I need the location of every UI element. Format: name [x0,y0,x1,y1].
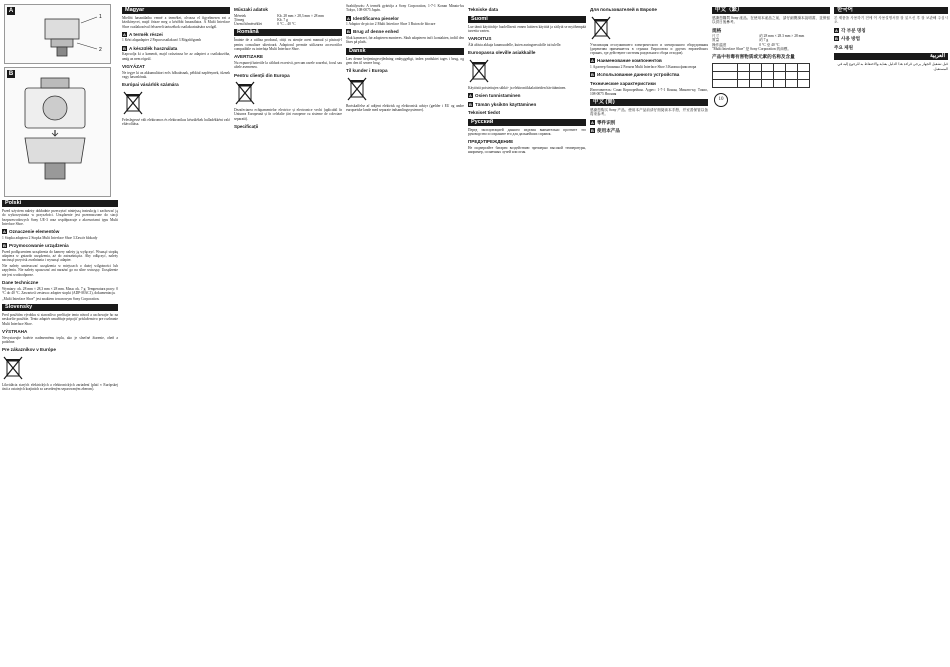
trademark-note: "Multi Interface Shoe" 是 Sony Corporation 的商標。 [712,47,791,52]
magyar-section-a-body: 1 Kézi alapadapter 2 Papucscsatlakozó 3 Rögzítőgomb [122,38,202,43]
spec-row: Méretek Kb. 28 mm × 28,3 mm × 28 mm [234,13,324,18]
section-a-marker: A [347,15,350,21]
spec-row: 操作溫度 0 °C 至 40 °C [712,42,780,47]
romana-spec-title: Specificații [234,124,259,130]
section-a-marker: A [835,27,838,33]
environmental-period-mark: 10 [714,93,728,107]
romana-warning-title: AVERTIZARE [234,54,264,60]
romana-eu-title: Pentru clienții din Europa [234,72,290,78]
hazardous-table-title: 产品中有毒有害物质或元素的名称及含量 [712,54,795,60]
dansk-section-b-body: Sluk kameraet, før adapteren monteres. Skub adapteren ind i kontakten, indtil den låses på plads. [346,36,464,45]
chinese-spec-title: 規格 [712,27,722,33]
lang-header-arabic: العربية [834,53,948,60]
section-b-marker: B [835,36,838,42]
hazardous-substance-table [712,63,810,88]
lang-header-magyar: Magyar [122,7,230,14]
romana-eu-body: Dezafectarea echipamentelor electrice și electronice vechi (aplicabil în Uniunea Europeană și în celelalte țări europene cu sisteme de colectare separată). [234,108,342,121]
lang-header-romana: Română [234,29,342,36]
russkiy-warning-body: Не подвергайте батареи воздействию чрезмерно высокой температуры, например, солнечных лучей или огня. [468,145,586,155]
arabic-body: قبل تشغيل الجهاز يرجى قراءة هذا الدليل بعناية والاحتفاظ به للرجوع إليه في المستقبل. [837,62,948,71]
crossed-bin-icon [122,90,144,116]
polski-section-a-body: 1 Stopka adaptera 2 Stopka Multi Interface Shoe 3 Zawór blokady [2,235,98,240]
russkiy-body: Перед эксплуатацией данного изделия внимательно прочтите это руководство и сохраните его для дальнейших справок. [468,127,586,137]
polski-notes: Nie należy umieszczać urządzenia w miejscach o dużej wilgotności lub zapyleniu. Nie należy upuszczać ani narażać go na silne wstrząsy. Urządzenie nie jest wodoodporne. [2,264,118,277]
magyar-eu-body: Feleslegessé vált elektromos és elektronikus készülékek hulladékként való eltávolítása. [122,117,230,127]
crossed-bin-icon [590,15,612,41]
lang-header-suomi: Suomi [468,16,586,23]
magyar-specs-title: Műszaki adatok [234,7,268,12]
column-2 [122,4,230,663]
suomi-warning-body: Älä altista akkuja kuumuudelle, kuten auringonvalolle tai tulelle. [468,42,562,47]
figure-b [4,67,111,197]
section-a-marker: A [591,119,594,125]
column-4 [346,4,464,663]
slovensky-warning-body: Nevystavujte batérie nadmernému teplu, ako je slnečné žiarenie, oheň a podobne. [2,335,118,344]
korean-spec-title: 주요 제원 [834,44,854,50]
dansk-section-b: B Brug af denne enhed [347,29,399,35]
lang-header-russkiy: Русский [468,119,586,126]
lang-header-dansk: Dansk [346,48,464,55]
suomi-section-b: B Tämän yksikön käyttäminen [469,101,537,107]
column-6 [590,4,708,663]
column-5 [468,4,586,663]
suomi-eu-body: Käytöstä poistettujen sähkö- ja elektroniikkalaitteiden hävittäminen. [468,85,567,90]
russkiy-section-b: B Использование данного устройства [591,72,680,78]
magyar-body: Mielőtt használatba venné a terméket, olvassa el figyelmesen ezt a kézikönyvet, majd őrizze meg a későbbi használatra. A Multi Interface Shoe csatlakozóval felszerelt tartozékok csatlakoztatására szolgál. [122,16,230,29]
lang-header-chinese-traditional: 中文（繁） [712,7,830,14]
column-3 [234,4,342,663]
lang-header-polski: Polski [2,200,118,207]
suomi-eu-title: Euroopassa oleville asiakkaille [468,50,536,56]
korean-body: 본 제품을 사용하기 전에 이 사용설명서를 잘 읽으신 후 잘 보관해 주십시오. [834,16,948,25]
section-a-marker: A [591,58,594,64]
polski-section-b-body: Przed podłączeniem urządzenia do kamery należy ją wyłączyć. Wsunąć stopkę adaptera w gniazdo urządzenia, aż do zatrzaśnięcia. Aby odłączyć, należy nacisnąć przycisk zwalniania i wysunąć adapter. [2,249,118,263]
romana-section-a-body: 1 Adaptor de picior 2 Multi Interface Shoe 3 Buton de blocare [346,22,436,27]
magyar-eu-title: Európai vásárlók számára [122,82,179,88]
dansk-body: Læs denne betjeningsvejledning omhyggeligt, inden produktet tages i brug, og gem den til senere brug. [346,56,464,65]
suomi-body: Lue tämä käyttöohje huolellisesti ennen laitteen käyttöä ja säilytä se myöhempää tarvetta varten. [468,24,586,33]
korean-section-b: B 사용 방법 [835,36,861,42]
russkiy-eu-title: Для пользователей в Европе [590,7,657,12]
polski-spec-title: Dane techniczne [2,280,39,286]
adapter-illustration-icon [5,5,110,63]
magyar-section-b: B A készülék használata [123,45,178,51]
polski-body: Przed użyciem należy dokładnie przeczytać niniejszą instrukcję i zachować ją do wykorzystania w przyszłości. Urządzenie jest przeznaczone do stacji bezprzewodowych Sony UE-3 oraz współpracuje z akcesoriami typu Multi Interface Shoe. [2,209,118,226]
slovensky-eu-title: Pre zákazníkov v Európe [2,347,56,353]
column-7 [712,4,830,663]
suomi-spec-title: Tekniset tiedot [468,110,501,116]
section-b-marker: B [469,101,472,107]
crossed-bin-icon [346,76,368,102]
magyar-warning-body: Ne tegye ki az akkumulátort erős hőhatásnak, például napfénynek, tűznek vagy hasonlónak. [122,70,230,79]
korean-section-a: A 각 부분 명칭 [835,27,866,33]
crossed-bin-icon [2,355,24,381]
magyar-section-b-body: Kapcsolja ki a kamerát, majd csúsztassa be az adaptert a csatlakozóba, amíg az nem rögzül. [122,52,230,61]
spec-row: 質量 約 7 g [712,38,769,43]
romana-warning-body: Nu expuneți bateriile la căldură excesivă, precum razele soarelui, focul sau altele asemenea. [234,60,342,70]
svg-text:2: 2 [99,47,102,53]
russkiy-section-a: A Наименование компонентов [591,58,662,64]
slovensky-body: Pred použitím výrobku si starostlivo prečítajte tento návod a uschovajte ho na neskoršie použitie. Tento adaptér umožňuje pripojiť príslušenstvo pre rozhranie Multi Interface Shoe. [2,313,118,326]
spec-row: Üzemi hőmérséklet 0 °C – 40 °C [234,22,296,27]
russkiy-maker: Изготовитель: Сони Корпорейшн. Адрес: 1-7-1 Конан, Минато-ку, Токио, 108-0075 Япония [590,87,708,96]
section-a-marker: A [123,31,126,37]
section-b-marker: B [347,29,350,35]
slovensky-warning-title: VÝSTRAHA [2,329,28,335]
russkiy-section-a-body: 1 Адаптер башмака 2 Разъем Multi Interface Shoe 3 Кнопка фиксатора [590,65,697,70]
column-8 [834,4,948,663]
suomi-warning-title: VAROITUS [468,36,492,42]
chinese-simplified-body: 感谢您购买 Sony 产品。使用本产品前请仔细阅读本手册，并妥善保管以备将来参考。 [590,108,708,117]
suomi-section-a: A Osien tunnistaminen [469,92,521,98]
section-a-marker: A [469,92,472,98]
figure-b-label: B [8,71,14,77]
crossed-bin-icon [234,80,256,106]
russkiy-eu-body: Утилизация отслужившего электрического и электронного оборудования (директива применяется в странах Евросоюза и других европейских странах, где действуют системы раздельного сбора отходов). [590,42,708,56]
lang-header-chinese-simplified: 中文 (简) [590,99,708,106]
magyar-warning-title: VIGYÁZAT [122,63,145,69]
spec-row: 尺寸 約 28 mm × 28.3 mm × 28 mm [712,34,805,39]
chinese-section-b: B 使用本产品 [591,128,620,134]
romana-section-a: A Identificarea pieselor [347,15,399,21]
lang-header-korean: 한국어 [834,7,948,14]
svg-text:1: 1 [99,14,102,20]
section-a-marker: A [3,229,6,235]
russkiy-spec-title: Технические характеристики [590,80,656,86]
polski-section-b: B Przymocowanie urządzenia [3,243,69,249]
figure-a [4,4,111,64]
section-b-marker: B [123,45,126,51]
polski-trademark: „Multi Interface Shoe” jest znakiem towarowym Sony Corporation. [2,296,100,301]
section-b-marker: B [591,128,594,134]
dansk-eu-title: Til kunder i Europa [346,68,388,74]
polski-specs: Wymiary: ok. 28 mm × 28,3 mm × 28 mm. Masa: ok. 7 g. Temperatura pracy: 0 °C do 40 °C. Zawartość zestawu: adapter stopki (ADP-MAC1), dokumentacja. [2,286,118,295]
camera-mount-illustration-icon [5,68,110,196]
maker-note: Szabályozás: A termék gyártója a Sony Corporation, 1-7-1 Konan Minato-ku Tokyo, 108-0075 Japán. [346,4,464,13]
section-b-marker: B [591,72,594,78]
magyar-section-a: A A termék részei [123,31,163,37]
dansk-specs-title: Tekniske data [468,7,499,12]
russkiy-warning-title: ПРЕДУПРЕЖДЕНИЕ [468,139,514,145]
polski-section-a: A Oznaczenie elementów [3,229,60,235]
lang-header-slovensky: Slovensky [2,304,118,311]
romana-body: Înainte de a utiliza produsul, citiți cu atenție acest manual și păstrați-l pentru consultare ulterioară. Adaptorul permite utilizarea accesoriilor compatibile cu interfața Multi Interface Shoe. [234,38,342,52]
chinese-section-a: A 零件识别 [591,119,616,125]
chinese-traditional-body: 感謝您購買 Sony 產品。在使用本產品之前，請仔細閱讀本說明書，並保留以供日後參考。 [712,16,830,25]
section-b-marker: B [3,243,6,249]
slovensky-eu-body: Likvidácia starých elektrických a elektronických zariadení (platí v Európskej únii a ostatných krajinách so zavedeným separovaným zberom). [2,382,118,392]
crossed-bin-icon [468,58,490,84]
column-1 [2,4,118,663]
figure-a-label: A [8,8,14,14]
spec-row: Tömeg Kb. 7 g [234,17,288,22]
dansk-eu-body: Bortskaffelse af udtjent elektrisk og elektronisk udstyr (gælder i EU og andre europæiske lande med separate indsamlingssystemer). [346,103,464,113]
